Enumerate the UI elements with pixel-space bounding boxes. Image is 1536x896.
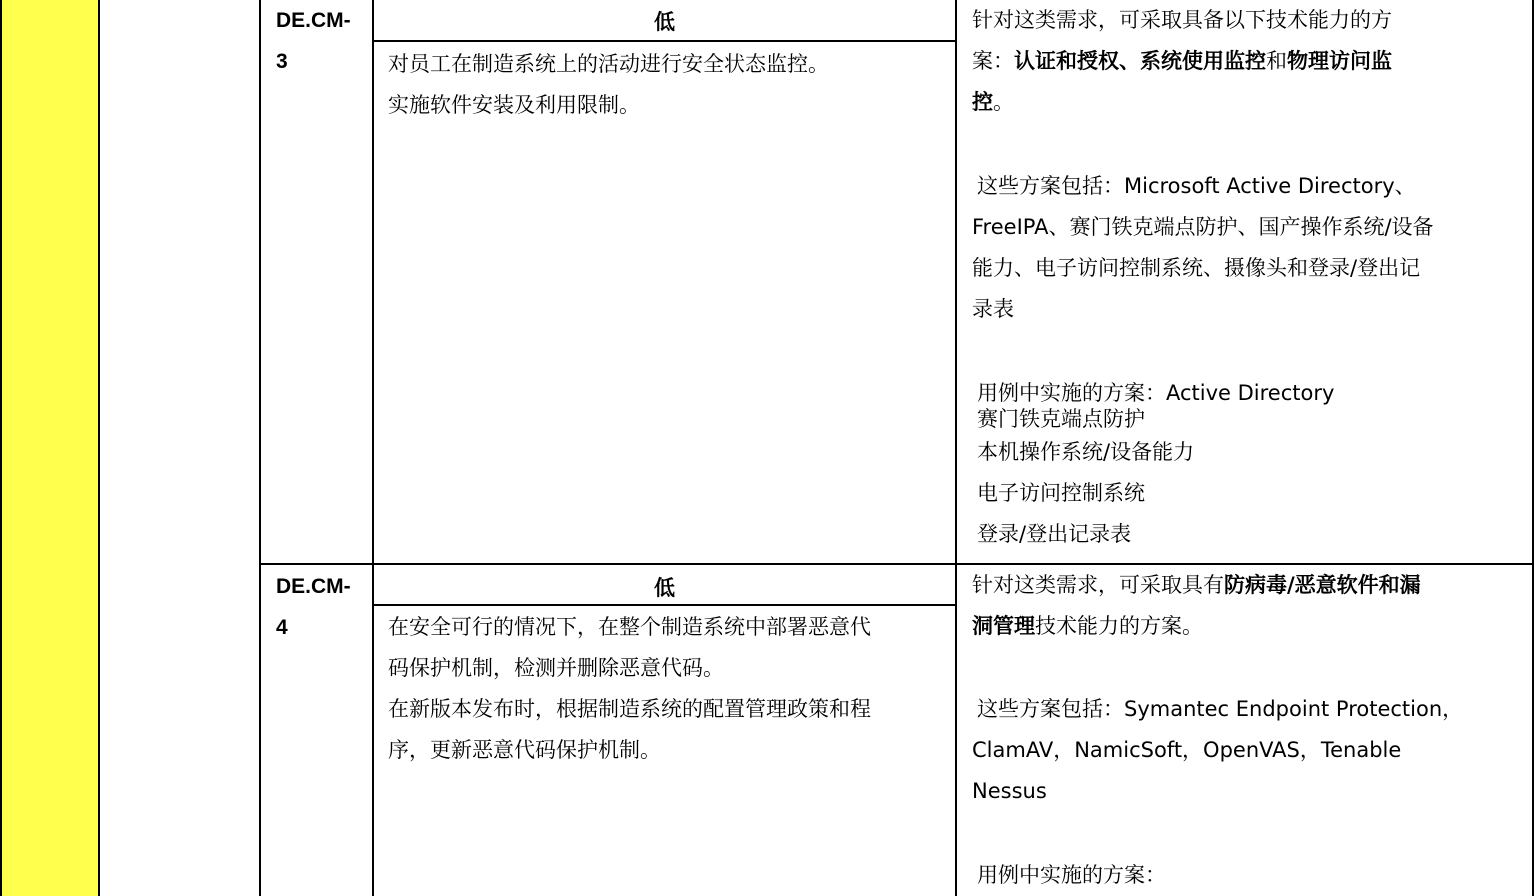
row2-requirement-line: 码保护机制，检测并删除恶意代码。 (388, 656, 724, 680)
row2-solution-line: 这些方案包括：Symantec Endpoint Protection， (977, 697, 1464, 721)
row1-solution-line: FreeIPA、赛门铁克端点防护、国产操作系统/设备 (972, 215, 1434, 239)
row2-usecase-label: 用例中实施的方案： (977, 863, 1166, 887)
row2-id-line2: 4 (276, 616, 288, 639)
row1-id-line2: 3 (276, 50, 288, 73)
row1-solution-line: 能力、电子访问控制系统、摄像头和登录/登出记 (972, 256, 1421, 280)
row2-id-line1: DE.CM- (276, 575, 351, 598)
row2-usecase (977, 855, 1166, 896)
row1-rec-line: 控。 (972, 90, 1014, 114)
table-border-yellow-right (98, 0, 100, 896)
row2-rec-line: 洞管理技术能力的方案。 (972, 614, 1203, 638)
row2-requirement-line: 在新版本发布时，根据制造系统的配置管理政策和程 (388, 697, 871, 721)
row1-id-line1: DE.CM- (276, 9, 351, 32)
row2-solution-line: Nessus (972, 779, 1047, 803)
row1-requirement (388, 44, 829, 126)
row1-usecase-item: 登录/登出记录表 (977, 522, 1132, 546)
row1-rec-line: 针对这类需求，可采取具备以下技术能力的方 (972, 8, 1392, 32)
row2-rec-line: 针对这类需求，可采取具有防病毒/恶意软件和漏 (972, 573, 1421, 597)
row2-id (276, 566, 351, 648)
row2-requirement (388, 607, 871, 771)
table-border-req-left (372, 0, 374, 896)
row2-recommendation (972, 565, 1421, 647)
row2-requirement-line: 序，更新恶意代码保护机制。 (388, 738, 661, 762)
row1-recommendation (972, 0, 1392, 123)
row1-priority-divider (372, 40, 957, 42)
table-border-left (0, 0, 2, 896)
row2-priority: 低 (654, 576, 675, 600)
row1-usecase-item: 本机操作系统/设备能力 (977, 440, 1195, 464)
table-border-id-left (259, 0, 261, 896)
row1-usecase-label: 用例中实施的方案：Active Directory (977, 381, 1335, 405)
row1-rec-line: 案：认证和授权、系统使用监控和物理访问监 (972, 49, 1392, 73)
row2-solution-line: ClamAV，NamicSoft，OpenVAS，Tenable (972, 738, 1402, 762)
row1-usecase (977, 373, 1334, 555)
table-border-right (1532, 0, 1534, 896)
row1-priority: 低 (654, 10, 675, 34)
row2-requirement-line: 在安全可行的情况下，在整个制造系统中部署恶意代 (388, 615, 871, 639)
row1-usecase-item: 赛门铁克端点防护 (977, 407, 1145, 431)
row1-requirement-line: 对员工在制造系统上的活动进行安全状态监控。 (388, 52, 829, 76)
row1-usecase-item: 电子访问控制系统 (977, 481, 1145, 505)
yellow-column (0, 0, 98, 896)
row2-solutions (972, 689, 1463, 812)
row1-requirement-line: 实施软件安装及利用限制。 (388, 93, 640, 117)
row2-priority-divider (372, 604, 957, 606)
table-border-rec-left (955, 0, 957, 896)
row1-id (276, 0, 351, 82)
row1-solution-line: 录表 (972, 297, 1014, 321)
row1-solution-line: 这些方案包括：Microsoft Active Directory、 (977, 174, 1416, 198)
row1-solutions (972, 166, 1434, 330)
